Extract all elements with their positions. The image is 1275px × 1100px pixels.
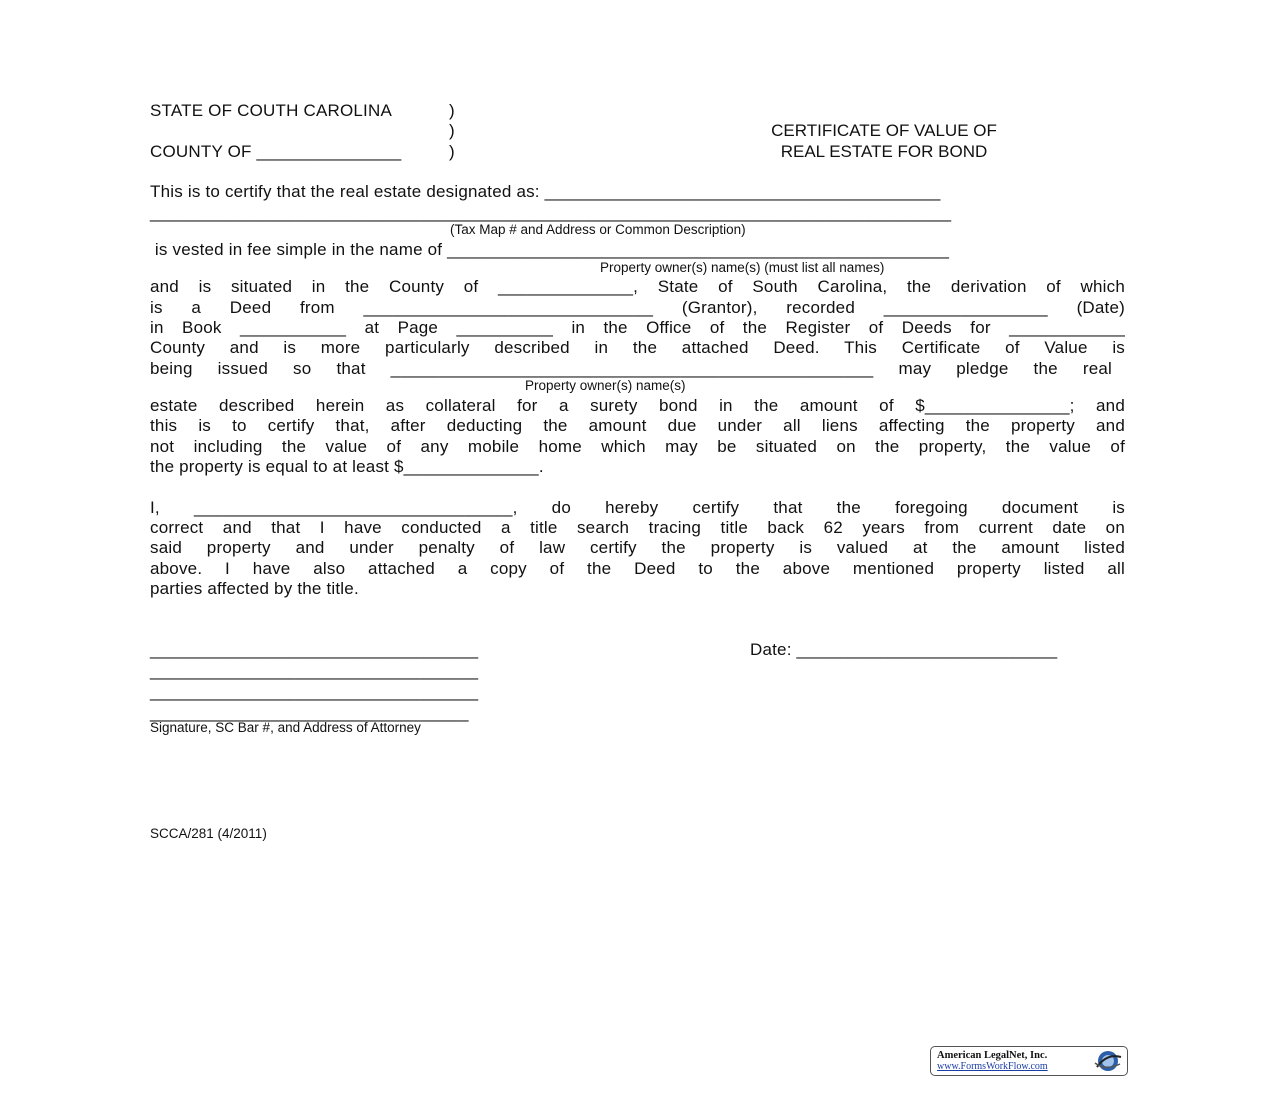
para1-line-1: and is situated in the County of ______________, State of South Carolina, the derivation of which xyxy=(150,277,1125,296)
signature-line-2: __________________________________ xyxy=(150,661,479,680)
signature-line-3: __________________________________ xyxy=(150,682,479,701)
caption-paren-2: ) xyxy=(449,121,455,140)
para2-line-1: estate described herein as collateral for a surety bond in the amount of $_______________; and xyxy=(150,396,1125,415)
logo-url-link[interactable]: www.FormsWorkFlow.com xyxy=(937,1061,1048,1072)
owner-caption: Property owner(s) name(s) xyxy=(525,378,686,393)
document-title-line-2: REAL ESTATE FOR BOND xyxy=(780,142,988,161)
para2-line-4: the property is equal to at least $______________. xyxy=(150,457,544,476)
logo-company-name: American LegalNet, Inc. xyxy=(937,1050,1048,1061)
para3-line-1: I, _________________________________, do hereby certify that the foregoing document is xyxy=(150,498,1125,517)
para3-line-3: said property and under penalty of law certify the property is valued at the amount listed xyxy=(150,538,1125,557)
designation-line: This is to certify that the real estate designated as: _________________________________________ xyxy=(150,182,941,201)
para2-line-2: this is to certify that, after deducting the amount due under all liens affecting the property and xyxy=(150,416,1125,435)
para3-line-5: parties affected by the title. xyxy=(150,579,359,598)
para1-line-5: being issued so that __________________________________________________ may pledge the real xyxy=(150,359,1112,378)
american-legalnet-logo xyxy=(930,1046,1128,1076)
para1-line-4: County and is more particularly described in the attached Deed. This Certificate of Value is xyxy=(150,338,1125,357)
designation-line-2: ___________________________________________________________________________________ xyxy=(150,203,952,222)
form-number: SCCA/281 (4/2011) xyxy=(150,826,267,841)
signature-line-1: __________________________________ xyxy=(150,640,479,659)
tax-map-caption: (Tax Map # and Address or Common Description) xyxy=(450,222,746,237)
globe-icon xyxy=(1091,1049,1123,1073)
para1-line-2: is a Deed from ______________________________ (Grantor), recorded _________________ (Date) xyxy=(150,298,1125,317)
para2-line-3: not including the value of any mobile home which may be situated on the property, the value of xyxy=(150,437,1125,456)
county-heading: COUNTY OF _______________ xyxy=(150,142,402,161)
caption-paren-1: ) xyxy=(449,101,455,120)
owner-all-caption: Property owner(s) name(s) (must list all names) xyxy=(600,260,885,275)
signature-line-4: _________________________________ xyxy=(150,703,469,722)
date-line: Date: ___________________________ xyxy=(750,640,1058,659)
caption-paren-3: ) xyxy=(449,142,455,161)
state-heading: STATE OF COUTH CAROLINA xyxy=(150,101,392,120)
signature-caption: Signature, SC Bar #, and Address of Attorney xyxy=(150,720,421,735)
para1-line-3: in Book ___________ at Page __________ in the Office of the Register of Deeds for ____________ xyxy=(150,318,1125,337)
para3-line-2: correct and that I have conducted a title search tracing title back 62 years from current date on xyxy=(150,518,1125,537)
document-title-line-1: CERTIFICATE OF VALUE OF xyxy=(771,121,997,140)
para3-line-4: above. I have also attached a copy of the Deed to the above mentioned property listed all xyxy=(150,559,1125,578)
vested-line: is vested in fee simple in the name of ____________________________________________________ xyxy=(150,240,950,259)
